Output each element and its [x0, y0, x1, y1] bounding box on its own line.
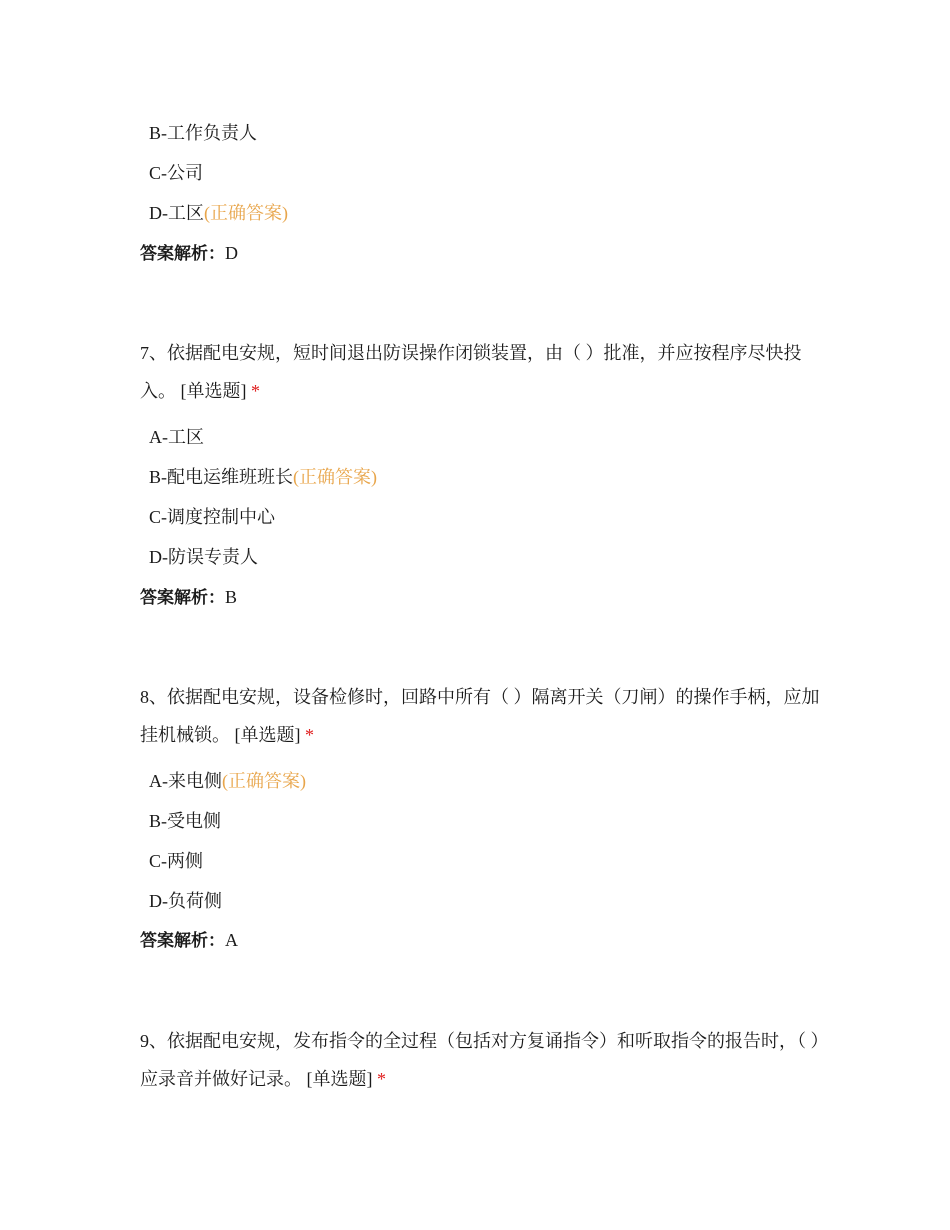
option-q7-a — [149, 425, 204, 449]
question-text: 8、依据配电安规，设备检修时，回路中所有（ ）隔离开关（刀闸）的操作手柄，应加挂机械锁。 — [140, 687, 820, 745]
answer-analysis-q6 — [140, 241, 238, 266]
analysis-value: A — [225, 930, 238, 950]
correct-mark: (正确答案) — [204, 203, 288, 223]
analysis-value: D — [225, 243, 238, 263]
option-text: A-工区 — [149, 427, 204, 447]
option-text: C-调度控制中心 — [149, 507, 275, 527]
option-text: C-公司 — [149, 163, 203, 183]
correct-mark: (正确答案) — [293, 467, 377, 487]
question-text: 9、依据配电安规，发布指令的全过程（包括对方复诵指令）和听取指令的报告时，（ ）应录音并做好记录。 — [140, 1031, 820, 1089]
required-mark: * — [377, 1069, 386, 1089]
question-8-text — [140, 678, 820, 754]
option-q8-c — [149, 849, 203, 873]
question-type: [单选题] — [180, 381, 247, 401]
option-text: B-受电侧 — [149, 811, 221, 831]
analysis-label: 答案解析： — [140, 931, 225, 951]
question-7-text — [140, 334, 820, 410]
required-mark: * — [251, 381, 260, 401]
analysis-label: 答案解析： — [140, 588, 225, 608]
required-mark: * — [305, 725, 314, 745]
option-text: C-两侧 — [149, 851, 203, 871]
option-q7-c — [149, 505, 275, 529]
option-text: D-工区 — [149, 203, 204, 223]
question-text: 7、依据配电安规，短时间退出防误操作闭锁装置，由（ ）批准，并应按程序尽快投入。 — [140, 343, 802, 401]
correct-mark: (正确答案) — [222, 771, 306, 791]
option-q7-b — [149, 465, 377, 489]
answer-analysis-q7 — [140, 585, 237, 610]
analysis-label: 答案解析： — [140, 244, 225, 264]
option-text: A-来电侧 — [149, 771, 222, 791]
analysis-value: B — [225, 587, 238, 607]
option-text: B-配电运维班班长 — [149, 467, 293, 487]
question-type: [单选题] — [306, 1069, 373, 1089]
option-q6-d — [149, 201, 288, 225]
option-text: B-工作负责人 — [149, 123, 257, 143]
question-type: [单选题] — [234, 725, 301, 745]
answer-analysis-q8 — [140, 928, 238, 953]
option-q8-d — [149, 889, 222, 913]
option-q8-a — [149, 769, 306, 793]
option-text: D-防误专责人 — [149, 547, 258, 567]
option-q7-d — [149, 545, 258, 569]
question-9-text — [140, 1022, 820, 1098]
option-q6-c — [149, 161, 203, 185]
option-q8-b — [149, 809, 221, 833]
option-q6-b — [149, 121, 257, 145]
option-text: D-负荷侧 — [149, 891, 222, 911]
